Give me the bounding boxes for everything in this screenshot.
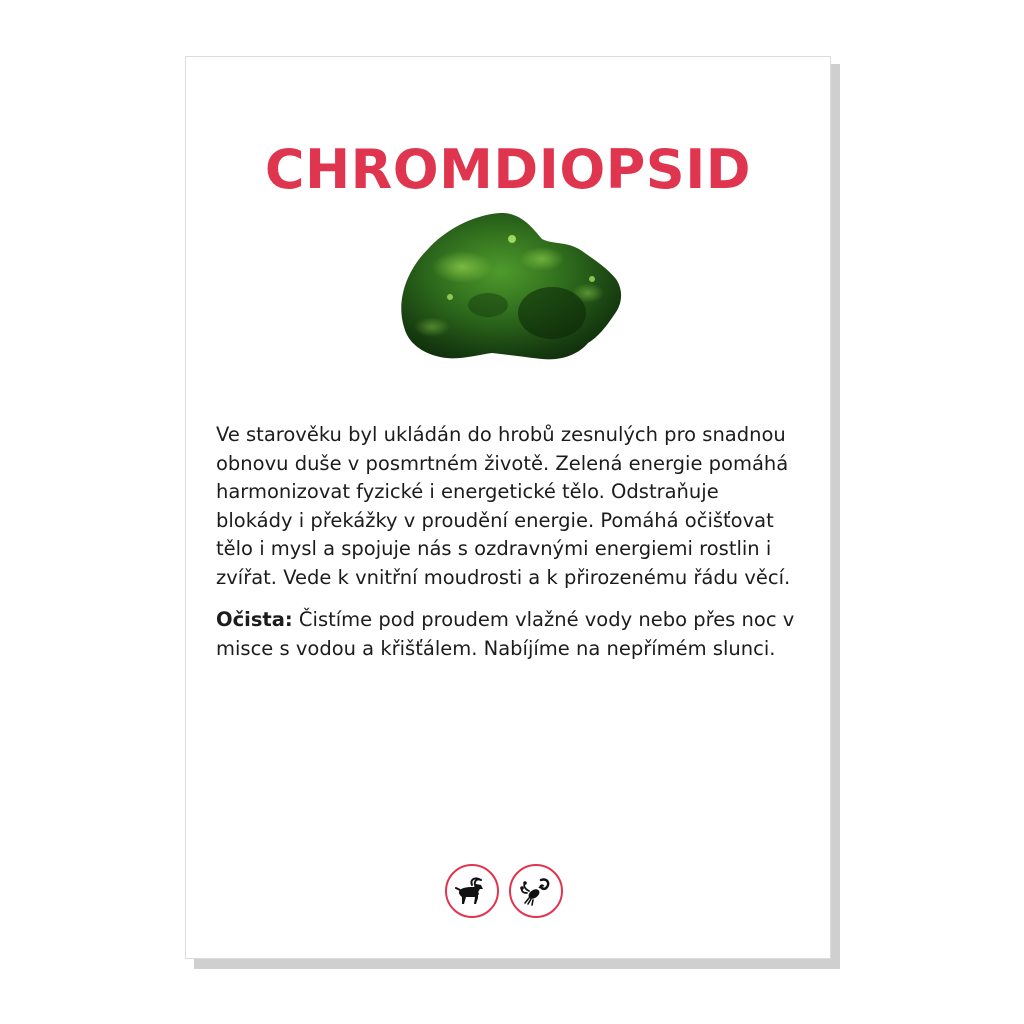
card-title: CHROMDIOPSID bbox=[264, 138, 752, 201]
stone-description-block bbox=[216, 421, 796, 677]
scorpio-scorpion-icon bbox=[509, 864, 563, 918]
green-stone-image bbox=[392, 209, 626, 365]
cleansing-label: Očista: bbox=[216, 608, 293, 631]
stone-description: Ve starověku byl ukládán do hrobů zesnulých pro snadnou obnovu duše v posmrtném životě. Zelená energie pomáhá harmonizovat fyzické i energetické tělo. Odstraňuje blokády i překážky v proudění energie. Pomáhá očišťovat tělo i mysl a spojuje nás s ozdravnými energiemi rostlin i zvířat. Vede k vnitřní moudrosti a k přirozenému řádu věcí. bbox=[216, 423, 791, 589]
stone-card bbox=[185, 56, 831, 959]
zodiac-icons bbox=[445, 864, 563, 924]
capricorn-ibex-icon bbox=[445, 864, 499, 918]
cleansing-text: Čistíme pod proudem vlažné vody nebo přes noc v misce s vodou a křišťálem. Nabíjíme na nepřímém slunci. bbox=[216, 608, 795, 660]
cleansing-paragraph bbox=[216, 606, 796, 663]
